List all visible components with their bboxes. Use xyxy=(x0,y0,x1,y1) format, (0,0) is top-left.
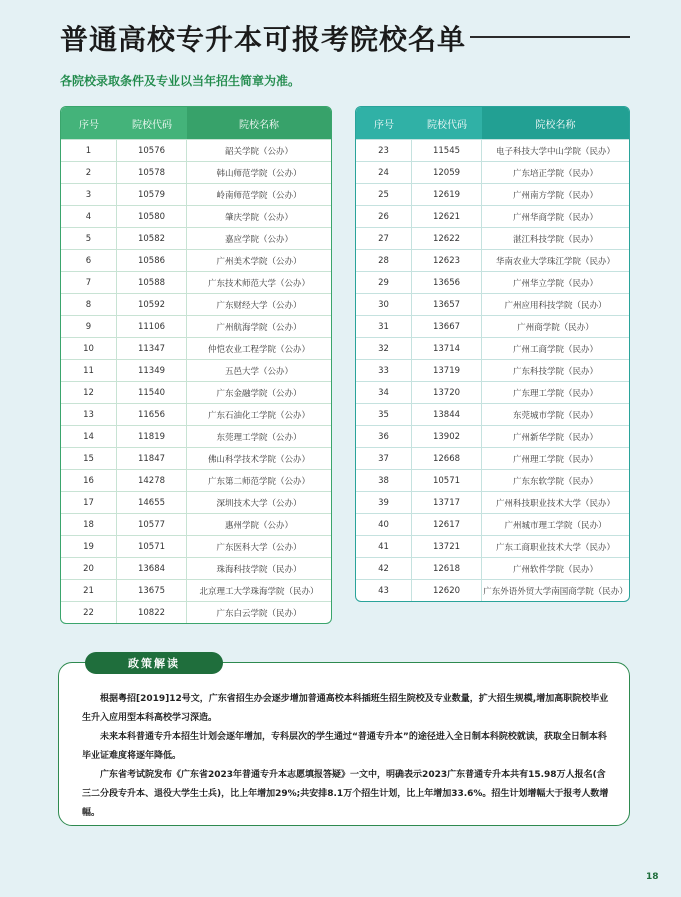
cell-code: 11106 xyxy=(117,316,187,337)
cell-code: 12619 xyxy=(412,184,482,205)
cell-code: 10582 xyxy=(117,228,187,249)
cell-school-name: 广州新华学院（民办） xyxy=(512,432,598,443)
cell-index: 24 xyxy=(356,162,412,183)
cell-code: 11847 xyxy=(117,448,187,469)
cell-index: 22 xyxy=(61,602,117,623)
cell-index: 26 xyxy=(356,206,412,227)
cell-school-name: 广州城市理工学院（民办） xyxy=(504,520,607,531)
cell-code: 13714 xyxy=(412,338,482,359)
cell-school-name: 韩山师范学院（公办） xyxy=(216,168,302,179)
table-row xyxy=(61,557,331,579)
cell-index: 21 xyxy=(61,580,117,601)
col-header-code: 院校代码 xyxy=(132,119,172,131)
cell-school-name: 广东金融学院（公办） xyxy=(216,388,302,399)
cell-index: 19 xyxy=(61,536,117,557)
cell-code: 12621 xyxy=(412,206,482,227)
cell-school-name: 韶关学院（公办） xyxy=(224,146,293,157)
cell-code: 13720 xyxy=(412,382,482,403)
table-row xyxy=(356,403,629,425)
cell-index: 18 xyxy=(61,514,117,535)
cell-index: 34 xyxy=(356,382,412,403)
table-row xyxy=(61,315,331,337)
cell-school-name: 珠海科技学院（民办） xyxy=(216,564,302,575)
cell-index: 20 xyxy=(61,558,117,579)
col-header-index: 序号 xyxy=(79,119,99,131)
cell-school-name: 广州应用科技学院（民办） xyxy=(504,300,607,311)
cell-school-name: 华南农业大学珠江学院（民办） xyxy=(495,256,615,267)
cell-school-name: 岭南师范学院（公办） xyxy=(216,190,302,201)
cell-index: 17 xyxy=(61,492,117,513)
cell-index: 27 xyxy=(356,228,412,249)
cell-school-name: 广州华商学院（民办） xyxy=(512,212,598,223)
cell-school-name: 广东工商职业技术大学（民办） xyxy=(495,542,615,553)
col-header-name: 院校名称 xyxy=(187,107,331,139)
table-row xyxy=(356,359,629,381)
cell-code: 12622 xyxy=(412,228,482,249)
cell-school-name: 东莞城市学院（民办） xyxy=(512,410,598,421)
cell-code: 13684 xyxy=(117,558,187,579)
table-row xyxy=(61,337,331,359)
cell-school-name: 广东财经大学（公办） xyxy=(216,300,302,311)
col-header-code: 院校代码 xyxy=(427,119,467,131)
cell-school-name: 电子科技大学中山学院（民办） xyxy=(495,146,615,157)
cell-index: 37 xyxy=(356,448,412,469)
table-row xyxy=(61,293,331,315)
cell-index: 5 xyxy=(61,228,117,249)
table-row xyxy=(61,403,331,425)
cell-index: 28 xyxy=(356,250,412,271)
cell-code: 10580 xyxy=(117,206,187,227)
cell-school-name: 广东白云学院（民办） xyxy=(216,608,302,619)
policy-paragraph: 根据粤招[2019]12号文，广东省招生办会逐步增加普通高校本科插班生招生院校及专业数量，扩大招生规模,增加高职院校毕业生升入应用型本科高校学习深造。 xyxy=(82,694,609,723)
cell-code: 12617 xyxy=(412,514,482,535)
cell-index: 39 xyxy=(356,492,412,513)
cell-code: 10576 xyxy=(117,140,187,161)
cell-code: 12059 xyxy=(412,162,482,183)
cell-index: 14 xyxy=(61,426,117,447)
cell-code: 13656 xyxy=(412,272,482,293)
table-row xyxy=(356,271,629,293)
cell-code: 10578 xyxy=(117,162,187,183)
cell-code: 12620 xyxy=(412,580,482,601)
cell-school-name: 广东医科大学（公办） xyxy=(216,542,302,553)
policy-body xyxy=(82,690,610,823)
cell-index: 23 xyxy=(356,140,412,161)
table-row xyxy=(61,425,331,447)
cell-school-name: 嘉应学院（公办） xyxy=(224,234,293,245)
cell-school-name: 广东科技学院（民办） xyxy=(512,366,598,377)
table-row xyxy=(61,491,331,513)
page-title: 普通高校专升本可报考院校名单 xyxy=(60,23,467,56)
cell-code: 11819 xyxy=(117,426,187,447)
cell-code: 13657 xyxy=(412,294,482,315)
cell-code: 13902 xyxy=(412,426,482,447)
cell-code: 10579 xyxy=(117,184,187,205)
cell-code: 13721 xyxy=(412,536,482,557)
page-number: 18 xyxy=(646,872,659,882)
cell-school-name: 深圳技术大学（公办） xyxy=(216,498,302,509)
table-row xyxy=(61,183,331,205)
cell-code: 10592 xyxy=(117,294,187,315)
cell-school-name: 湛江科技学院（民办） xyxy=(512,234,598,245)
table-row xyxy=(356,161,629,183)
table-row xyxy=(356,337,629,359)
cell-index: 35 xyxy=(356,404,412,425)
cell-index: 36 xyxy=(356,426,412,447)
cell-school-name: 广州商学院（民办） xyxy=(517,322,594,333)
cell-code: 10571 xyxy=(412,470,482,491)
cell-index: 3 xyxy=(61,184,117,205)
cell-index: 8 xyxy=(61,294,117,315)
table-row xyxy=(61,579,331,601)
cell-code: 14655 xyxy=(117,492,187,513)
table-row xyxy=(61,161,331,183)
cell-school-name: 广东培正学院（民办） xyxy=(512,168,598,179)
cell-index: 6 xyxy=(61,250,117,271)
cell-school-name: 广东外语外贸大学南国商学院（民办） xyxy=(483,586,628,597)
table-row xyxy=(356,139,629,161)
cell-school-name: 广州工商学院（民办） xyxy=(512,344,598,355)
cell-code: 10586 xyxy=(117,250,187,271)
policy-tab: 政策解读 xyxy=(85,652,223,674)
table-row xyxy=(61,271,331,293)
table-row xyxy=(356,425,629,447)
cell-code: 11349 xyxy=(117,360,187,381)
cell-school-name: 东莞理工学院（公办） xyxy=(216,432,302,443)
cell-index: 9 xyxy=(61,316,117,337)
cell-index: 7 xyxy=(61,272,117,293)
table-row xyxy=(61,359,331,381)
cell-code: 14278 xyxy=(117,470,187,491)
cell-code: 13667 xyxy=(412,316,482,337)
cell-school-name: 广州南方学院（民办） xyxy=(512,190,598,201)
cell-school-name: 广州科技职业技术大学（民办） xyxy=(495,498,615,509)
cell-school-name: 五邑大学（公办） xyxy=(224,366,293,377)
col-header-index: 序号 xyxy=(374,119,394,131)
cell-school-name: 仲恺农业工程学院（公办） xyxy=(207,344,310,355)
cell-code: 12668 xyxy=(412,448,482,469)
cell-index: 2 xyxy=(61,162,117,183)
cell-index: 43 xyxy=(356,580,412,601)
cell-code: 11347 xyxy=(117,338,187,359)
policy-paragraph: 广东省考试院发布《广东省2023年普通专升本志愿填报答疑》一文中，明确表示2023广东普通专升本共有15.98万人报名(含三二分段专升本、退役大学生士兵)，比上年增加29%;共安排8.1万个招生计划，比上年增加33.6%。招生计划增幅大于报考人数增幅。 xyxy=(82,770,609,818)
cell-code: 10588 xyxy=(117,272,187,293)
table-row xyxy=(356,513,629,535)
table-header xyxy=(356,107,629,139)
table-row xyxy=(356,183,629,205)
cell-index: 31 xyxy=(356,316,412,337)
cell-code: 13675 xyxy=(117,580,187,601)
cell-index: 41 xyxy=(356,536,412,557)
cell-code: 13717 xyxy=(412,492,482,513)
cell-code: 12623 xyxy=(412,250,482,271)
cell-index: 10 xyxy=(61,338,117,359)
cell-code: 11545 xyxy=(412,140,482,161)
cell-school-name: 广东第二师范学院（公办） xyxy=(207,476,310,487)
cell-index: 40 xyxy=(356,514,412,535)
cell-code: 12618 xyxy=(412,558,482,579)
cell-index: 33 xyxy=(356,360,412,381)
cell-index: 30 xyxy=(356,294,412,315)
table-row xyxy=(61,381,331,403)
table-row xyxy=(61,535,331,557)
left-school-table xyxy=(60,106,332,624)
page-subtitle: 各院校录取条件及专业以当年招生简章为准。 xyxy=(60,74,301,88)
table-row xyxy=(356,535,629,557)
cell-index: 11 xyxy=(61,360,117,381)
table-row xyxy=(356,315,629,337)
cell-school-name: 广州软件学院（民办） xyxy=(512,564,598,575)
cell-school-name: 广州理工学院（民办） xyxy=(512,454,598,465)
right-school-table xyxy=(355,106,630,602)
table-row xyxy=(61,205,331,227)
cell-index: 25 xyxy=(356,184,412,205)
table-row xyxy=(356,205,629,227)
cell-school-name: 广东石油化工学院（公办） xyxy=(207,410,310,421)
table-row xyxy=(356,557,629,579)
cell-school-name: 广东理工学院（民办） xyxy=(512,388,598,399)
cell-index: 15 xyxy=(61,448,117,469)
cell-school-name: 肇庆学院（公办） xyxy=(224,212,293,223)
cell-index: 16 xyxy=(61,470,117,491)
cell-code: 11540 xyxy=(117,382,187,403)
cell-school-name: 广州华立学院（民办） xyxy=(512,278,598,289)
cell-school-name: 广东东软学院（民办） xyxy=(512,476,598,487)
table-row xyxy=(61,513,331,535)
cell-code: 13719 xyxy=(412,360,482,381)
cell-index: 12 xyxy=(61,382,117,403)
table-header xyxy=(61,107,331,139)
cell-school-name: 佛山科学技术学院（公办） xyxy=(207,454,310,465)
table-row xyxy=(356,447,629,469)
policy-paragraph: 未来本科普通专升本招生计划会逐年增加，专科层次的学生通过“普通专升本”的途径进入全日制本科院校就读，获取全日制本科毕业证难度将逐年降低。 xyxy=(82,732,607,761)
table-row xyxy=(356,381,629,403)
title-divider xyxy=(470,36,630,38)
cell-school-name: 广州美术学院（公办） xyxy=(216,256,302,267)
table-row xyxy=(356,227,629,249)
table-row xyxy=(61,447,331,469)
table-row xyxy=(61,139,331,161)
table-row xyxy=(356,249,629,271)
table-row xyxy=(356,293,629,315)
table-row xyxy=(356,491,629,513)
table-row xyxy=(61,601,331,623)
cell-code: 13844 xyxy=(412,404,482,425)
cell-code: 10577 xyxy=(117,514,187,535)
table-row xyxy=(356,469,629,491)
cell-school-name: 广州航海学院（公办） xyxy=(216,322,302,333)
col-header-name: 院校名称 xyxy=(482,107,629,139)
cell-index: 38 xyxy=(356,470,412,491)
cell-school-name: 广东技术师范大学（公办） xyxy=(207,278,310,289)
cell-index: 13 xyxy=(61,404,117,425)
table-row xyxy=(61,227,331,249)
cell-index: 4 xyxy=(61,206,117,227)
cell-school-name: 北京理工大学珠海学院（民办） xyxy=(199,586,319,597)
cell-code: 10571 xyxy=(117,536,187,557)
table-row xyxy=(61,469,331,491)
cell-code: 11656 xyxy=(117,404,187,425)
cell-index: 32 xyxy=(356,338,412,359)
cell-index: 1 xyxy=(61,140,117,161)
cell-index: 29 xyxy=(356,272,412,293)
cell-code: 10822 xyxy=(117,602,187,623)
table-row xyxy=(61,249,331,271)
cell-school-name: 惠州学院（公办） xyxy=(224,520,293,531)
cell-index: 42 xyxy=(356,558,412,579)
table-row xyxy=(356,579,629,601)
